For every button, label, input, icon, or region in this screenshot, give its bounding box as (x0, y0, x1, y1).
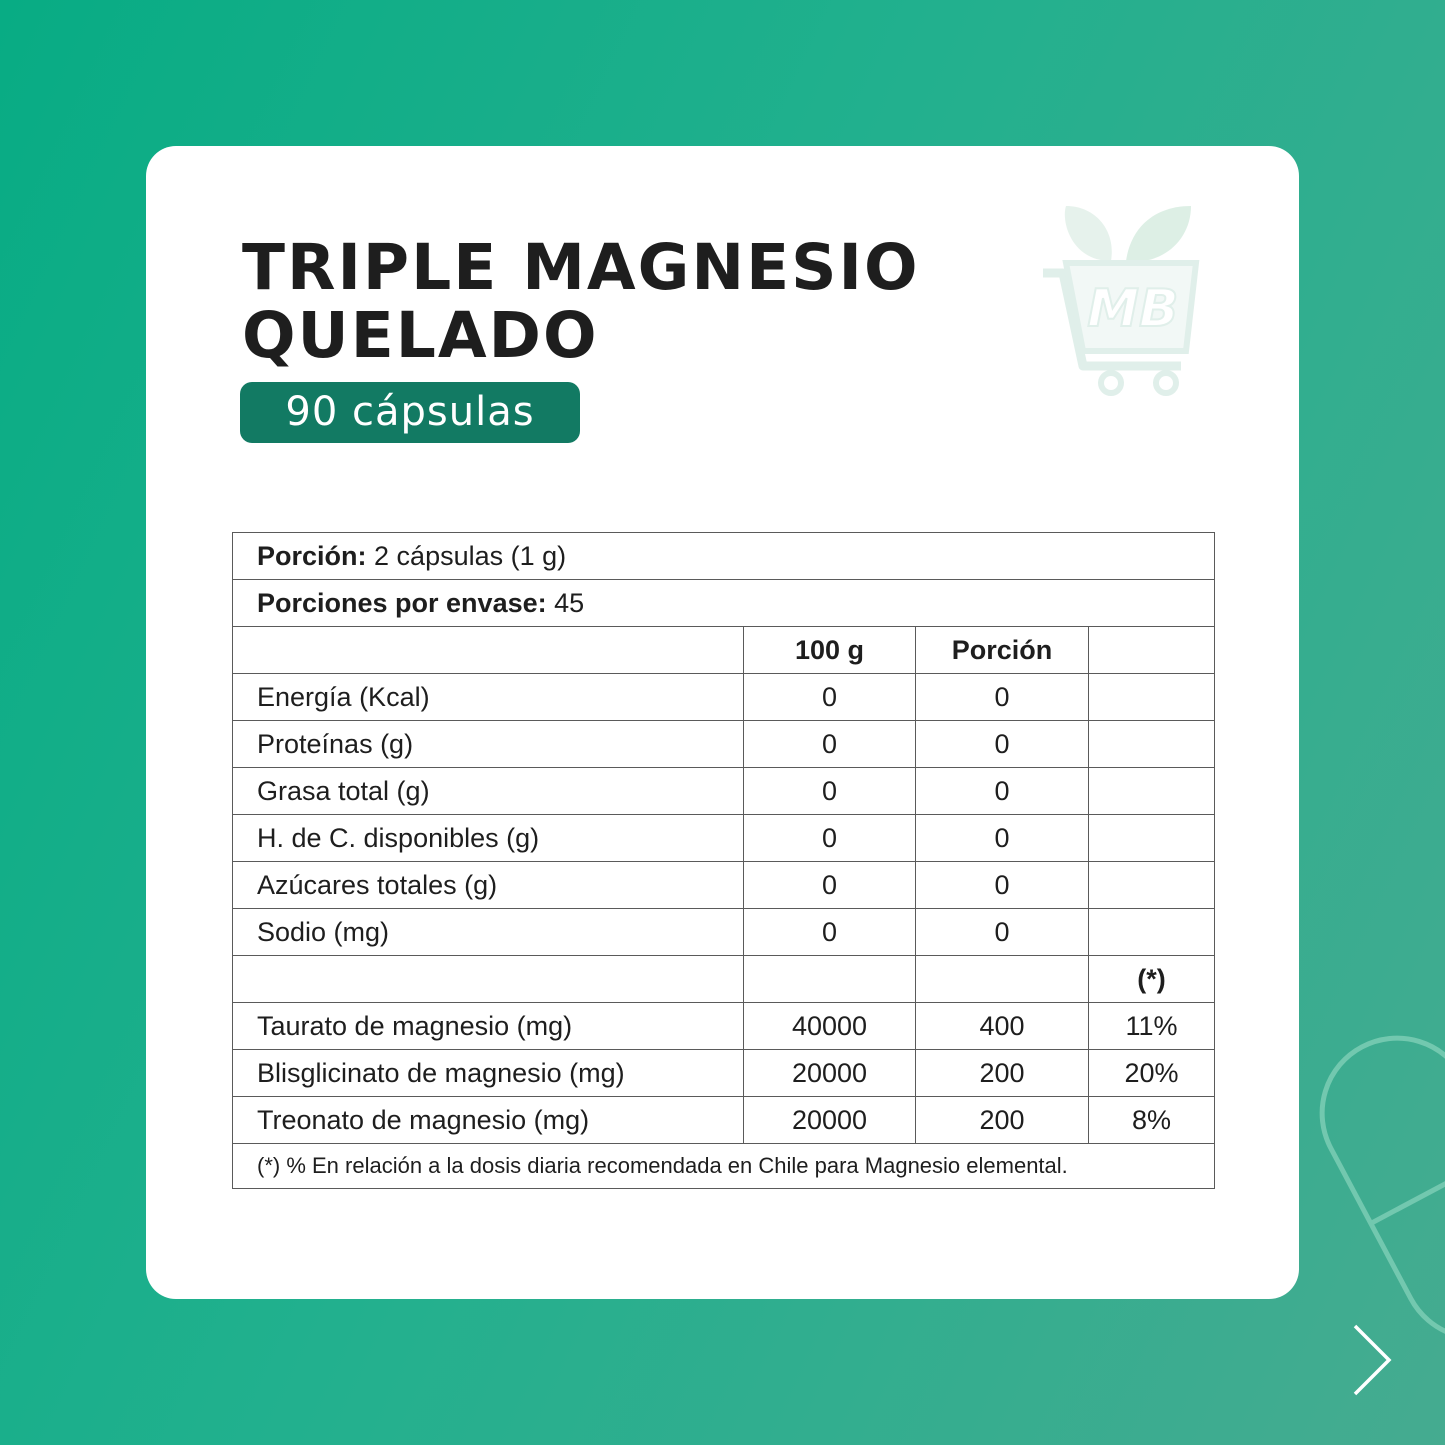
value-portion: 200 (916, 1050, 1089, 1097)
capsule-icon (1300, 1010, 1445, 1340)
value-100g: 20000 (744, 1050, 916, 1097)
footnote: (*) % En relación a la dosis diaria recomendada en Chile para Magnesio elemental. (233, 1144, 1215, 1189)
product-title-line2: QUELADO (242, 299, 599, 372)
col-header-100g: 100 g (744, 627, 916, 674)
value-portion: 0 (916, 721, 1089, 768)
nutrient-name: H. de C. disponibles (g) (233, 815, 744, 862)
value-100g: 40000 (744, 1003, 916, 1050)
portion-label: Porción: (257, 540, 367, 571)
col-header-portion: Porción (916, 627, 1089, 674)
servings-row (233, 580, 1215, 627)
value-100g: 0 (744, 674, 916, 721)
value-100g: 0 (744, 768, 916, 815)
table-row (233, 909, 1215, 956)
nutrition-table (232, 532, 1215, 1189)
nutrient-name: Azúcares totales (g) (233, 862, 744, 909)
col-header-pct: (*) (1089, 956, 1215, 1003)
chevron-right-icon[interactable] (1345, 1320, 1395, 1400)
nutrient-name: Blisglicinato de magnesio (mg) (233, 1050, 744, 1097)
nutrient-name: Sodio (mg) (233, 909, 744, 956)
capsule-count-badge: 90 cápsulas (240, 382, 580, 443)
value-100g: 0 (744, 815, 916, 862)
value-pct: 11% (1089, 1003, 1215, 1050)
pct-header-row (233, 956, 1215, 1003)
table-row (233, 815, 1215, 862)
value-portion: 0 (916, 815, 1089, 862)
value-portion: 0 (916, 768, 1089, 815)
portion-row (233, 533, 1215, 580)
nutrient-name: Treonato de magnesio (mg) (233, 1097, 744, 1144)
nutrient-name: Energía (Kcal) (233, 674, 744, 721)
table-row (233, 721, 1215, 768)
header-row (233, 627, 1215, 674)
value-100g: 0 (744, 862, 916, 909)
servings-value: 45 (554, 587, 585, 618)
table-row (233, 674, 1215, 721)
table-row (233, 1003, 1215, 1050)
nutrient-name: Proteínas (g) (233, 721, 744, 768)
value-portion: 0 (916, 862, 1089, 909)
nutrition-card (146, 146, 1299, 1299)
nutrient-name: Taurato de magnesio (mg) (233, 1003, 744, 1050)
value-100g: 20000 (744, 1097, 916, 1144)
product-title-line1: TRIPLE MAGNESIO (242, 231, 920, 304)
table-row (233, 862, 1215, 909)
value-100g: 0 (744, 721, 916, 768)
footnote-row (233, 1144, 1215, 1189)
value-portion: 400 (916, 1003, 1089, 1050)
table-row (233, 1050, 1215, 1097)
table-row (233, 768, 1215, 815)
value-portion: 0 (916, 674, 1089, 721)
servings-label: Porciones por envase: (257, 587, 547, 618)
product-title (242, 231, 920, 372)
cart-leaf-logo-icon (1041, 201, 1206, 401)
value-100g: 0 (744, 909, 916, 956)
table-row (233, 1097, 1215, 1144)
nutrient-name: Grasa total (g) (233, 768, 744, 815)
value-portion: 200 (916, 1097, 1089, 1144)
value-pct: 8% (1089, 1097, 1215, 1144)
value-portion: 0 (916, 909, 1089, 956)
logo-text: MB (1087, 279, 1179, 339)
value-pct: 20% (1089, 1050, 1215, 1097)
portion-value: 2 cápsulas (1 g) (374, 540, 567, 571)
